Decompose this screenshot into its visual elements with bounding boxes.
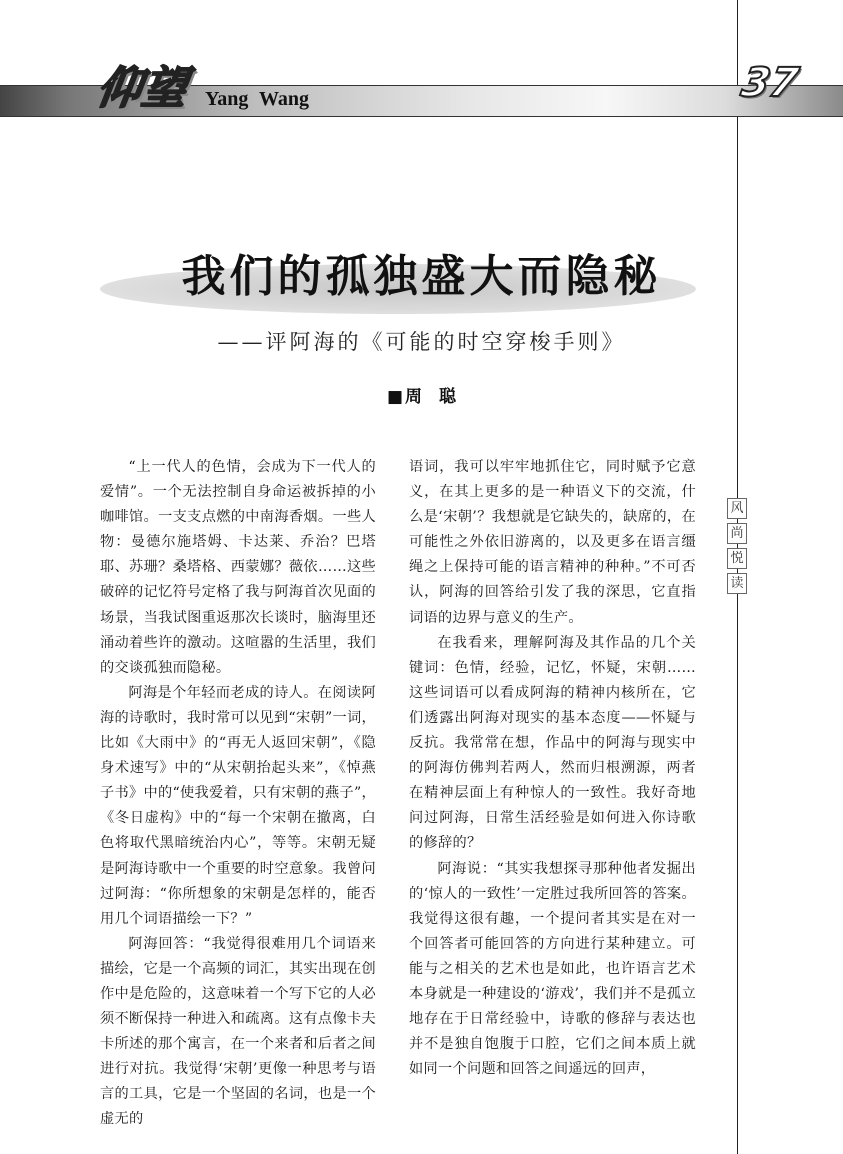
paragraph-continuation: 语词，我可以牢牢地抓住它，同时赋予它意义，在其上更多的是一种语义下的交流，什么是‘宋朝’？我想就是它缺失的，缺席的，在可能性之外依旧游离的，以及更多在语言缰绳之上保持可能的语言精神的种种。”不可否认，阿海的回答给引发了我的深思，它直指词语的边界与意义的生产。 xyxy=(409,459,696,626)
paragraph: 阿海说：“其实我想探寻那种他者发掘出的‘惊人的一致性’一定胜过我所回答的答案。我觉得这很有趣，一个提问者其实是在对一个回答者可能回答的方向进行某种建立。可能与之相关的艺术也是如此，也许语言艺术本身就是一种建设的‘游戏’，我们并不是孤立地存在于日常经验中，诗歌的修辞与表达也并不是独自饱腹于口腔，它们之间本质上就如同一个问题和回答之间遥远的回声， xyxy=(409,860,696,1078)
author-name: 周 聪 xyxy=(405,387,457,407)
column-logo: 仰望 xyxy=(93,63,191,114)
page-number: 37 xyxy=(737,60,802,106)
section-label-char: 悦 xyxy=(727,548,747,569)
section-label-char: 风 xyxy=(727,498,747,519)
paragraph: 在我看来，理解阿海及其作品的几个关键词：色情，经验，记忆，怀疑，宋朝……这些词语可以看成阿海的精神内核所在，它们透露出阿海对现实的基本态度——怀疑与反抗。我常常在想，作品中的阿海与现实中的阿海仿佛判若两人，然而归根溯源，两者在精神层面上有种惊人的一致性。我好奇地问过阿海，日常生活经验是如何进入你诗歌的修辞的？ xyxy=(409,634,696,852)
article-title: 我们的孤独盛大而隐秘 xyxy=(181,251,662,302)
paragraph: 阿海回答：“我觉得很难用几个词语来描绘，它是一个高频的词汇，其实出现在创作中是危险的，这意味着一个写下它的人必须不断保持一种进入和疏离。这有点像卡夫卡所述的那个寓言，在一个来者和后者之间进行对抗。我觉得‘宋朝’更像一种思考与语言的工具，它是一个坚固的名词，也是一个虚无的 xyxy=(100,935,376,1128)
section-label xyxy=(727,498,747,598)
section-label-char: 读 xyxy=(727,573,747,594)
body-column-right xyxy=(409,455,696,1082)
article-subtitle: ——评阿海的《可能的时空穿梭手则》 xyxy=(217,330,626,354)
paragraph: 阿海是个年轻而老成的诗人。在阅读阿海的诗歌时，我时常可以见到“宋朝”一词，比如《大雨中》的“再无人返回宋朝”，《隐身术速写》中的“从宋朝抬起头来”，《悼燕子书》中的“使我爱着，只有宋朝的燕子”，《冬日虚构》中的“每一个宋朝在撤离，白色将取代黑暗统治内心”，等等。宋朝无疑是阿海诗歌中一个重要的时空意象。我曾问过阿海：“你所想象的宋朝是怎样的，能否用几个词语描绘一下？” xyxy=(100,684,376,927)
body-column-left xyxy=(100,455,376,1133)
author-marker: ■ xyxy=(386,387,404,407)
paragraph: “上一代人的色情，会成为下一代人的爱情”。一个无法控制自身命运被拆掉的小咖啡馆。一支支点燃的中南海香烟。一些人物：曼德尔施塔姆、卡达莱、乔治？巴塔耶、苏珊？桑塔格、西蒙娜？薇依……这些破碎的记忆符号定格了我与阿海首次见面的场景，当我试图重返那次长谈时，脑海里还涌动着些许的激动。这喧嚣的生活里，我们的交谈孤独而隐秘。 xyxy=(100,459,376,676)
author-line xyxy=(0,382,843,407)
column-logo-english: Yang Wang xyxy=(205,88,310,110)
section-label-char: 尚 xyxy=(727,523,747,544)
